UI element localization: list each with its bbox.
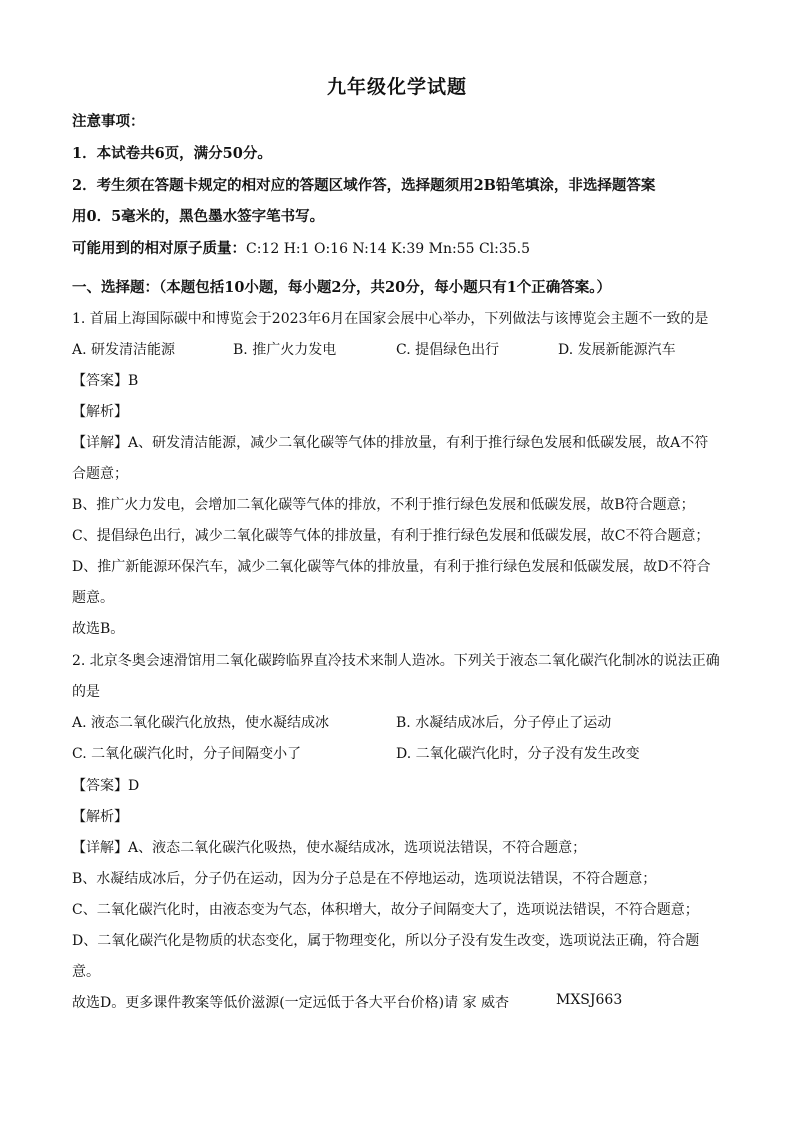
question-1-detail-line: 题意。 [72,590,114,606]
section-heading: 一、选择题：（本题包括10小题，每小题2分，共20分，每小题只有1个正确答案。） [72,279,612,296]
notice-item-2-line-2: 用0．5毫米的，黑色墨水签字笔书写。 [72,208,325,225]
question-2-stem-line-2: 的是 [72,684,100,700]
footer-code: MXSJ663 [556,992,623,1008]
question-1-conclusion: 故选B。 [72,621,125,637]
question-2-option-c: C. 二氧化碳汽化时，分子间隔变小了 [72,746,302,762]
question-1-detail-line: C、提倡绿色出行，减少二氧化碳等气体的排放量，有利于推行绿色发展和低碳发展，故C不符合题意； [72,528,710,544]
question-1-option-a: A. 研发清洁能源 [72,342,176,358]
question-1-detail-line: D、推广新能源环保汽车，减少二氧化碳等气体的排放量，有利于推行绿色发展和低碳发展，故D不符合 [72,559,711,575]
question-1-detail-line: 合题意； [72,466,128,482]
question-1-detail-line: 【详解】A、研发清洁能源，减少二氧化碳等气体的排放量，有利于推行绿色发展和低碳发展，故A不符 [72,435,709,451]
question-2-option-d: D. 二氧化碳汽化时，分子没有发生改变 [396,746,640,762]
question-2-option-a: A. 液态二氧化碳汽化放热，使水凝结成冰 [72,715,330,731]
question-2-detail-line: D、二氧化碳汽化是物质的状态变化，属于物理变化，所以分子没有发生改变，选项说法正确，符合题 [72,933,700,949]
question-1-answer: 【答案】B [72,373,139,389]
question-1-detail-line: B、推广火力发电，会增加二氧化碳等气体的排放，不利于推行绿色发展和低碳发展，故B符合题意； [72,497,695,513]
question-2-option-b: B. 水凝结成冰后，分子停止了运动 [396,715,612,731]
question-2-answer: 【答案】D [72,778,140,794]
question-1-option-b: B. 推广火力发电 [233,342,337,358]
question-2-analysis-label: 【解析】 [72,809,128,825]
notice-item-2-line-1: 2．考生须在答题卡规定的相对应的答题区域作答，选择题须用2B铅笔填涂，非选择题答案 [72,177,656,194]
question-1-option-d: D. 发展新能源汽车 [558,342,676,358]
atomic-mass-label: 可能用到的相对原子质量： [72,240,246,257]
question-1-stem: 1. 首届上海国际碳中和博览会于2023年6月在国家会展中心举办，下列做法与该博览会主题不一致的是 [72,311,709,327]
question-2-stem-line-1: 2. 北京冬奥会速滑馆用二氧化碳跨临界直冷技术来制人造冰。下列关于液态二氧化碳汽化制冰的说法正确 [72,653,720,669]
question-2-detail-line: B、水凝结成冰后，分子仍在运动，因为分子总是在不停地运动，选项说法错误，不符合题意； [72,871,657,887]
question-1-analysis-label: 【解析】 [72,404,128,420]
page-title: 九年级化学试题 [326,76,467,98]
question-1-option-c: C. 提倡绿色出行 [396,342,500,358]
atomic-mass-values: C:12 H:1 O:16 N:14 K:39 Mn:55 Cl:35.5 [246,241,531,257]
question-2-detail-line: 【详解】A、液态二氧化碳汽化吸热，使水凝结成冰，选项说法错误，不符合题意； [72,840,587,856]
question-2-detail-line: 意。 [72,964,100,980]
notice-heading: 注意事项： [72,113,145,130]
notice-item-1: 1．本试卷共6页，满分50分。 [72,145,272,162]
question-2-conclusion: 故选D。更多课件教案等低价滋源(一定远低于各大平台价格)请 家 威杏 [72,995,510,1011]
question-2-detail-line: C、二氧化碳汽化时，由液态变为气态，体积增大，故分子间隔变大了，选项说法错误，不符合题意； [72,902,699,918]
atomic-mass-row [72,237,530,258]
